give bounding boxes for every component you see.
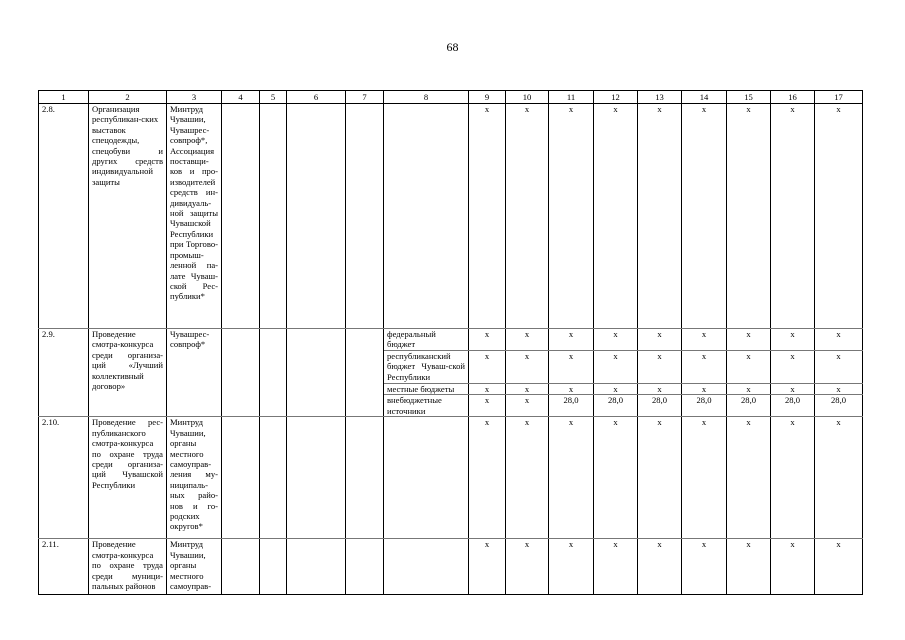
column-header: 17 xyxy=(815,91,863,104)
column-header: 4 xyxy=(222,91,260,104)
value-cell: х xyxy=(815,384,863,395)
value-cell: х xyxy=(638,539,682,595)
value-cell: х xyxy=(469,539,506,595)
row-number: 2.9. xyxy=(39,329,89,417)
value-cell: х xyxy=(594,417,638,539)
value-cell: х xyxy=(506,539,549,595)
empty-cell xyxy=(287,104,346,329)
value-cell: 28,0 xyxy=(549,395,594,417)
value-cell: х xyxy=(682,104,727,329)
column-header: 13 xyxy=(638,91,682,104)
value-cell: х xyxy=(594,104,638,329)
executor: Минтруд Чувашии, Чувашрес-совпроф*, Ассоциация поставщи-ков и про-изводителей средств ин-дивидуаль-ной защиты Чувашской Республики при Торгово-промыш-ленной па-лате Чуваш-ской Рес-публики* xyxy=(167,104,222,329)
funding-source: местные бюджеты xyxy=(384,384,469,395)
empty-cell xyxy=(346,417,384,539)
column-header: 15 xyxy=(727,91,771,104)
value-cell: 28,0 xyxy=(638,395,682,417)
funding-source xyxy=(384,104,469,329)
empty-cell xyxy=(260,539,287,595)
measure-name: Проведение смотра-конкурса по охране труда среди муници-пальных районов xyxy=(89,539,167,595)
empty-cell xyxy=(222,104,260,329)
value-cell: х xyxy=(638,417,682,539)
column-header: 6 xyxy=(287,91,346,104)
empty-cell xyxy=(260,329,287,417)
column-header: 7 xyxy=(346,91,384,104)
value-cell: х xyxy=(771,351,815,384)
table-row xyxy=(39,539,863,595)
funding-source: республиканский бюджет Чуваш-ской Республики xyxy=(384,351,469,384)
empty-cell xyxy=(346,329,384,417)
column-header: 8 xyxy=(384,91,469,104)
value-cell: х xyxy=(469,395,506,417)
empty-cell xyxy=(346,104,384,329)
value-cell: х xyxy=(506,395,549,417)
measure-name: Проведение смотра-конкурса среди организа-ций «Лучший коллективный договор» xyxy=(89,329,167,417)
column-header: 12 xyxy=(594,91,638,104)
value-cell: х xyxy=(506,329,549,351)
value-cell: х xyxy=(549,104,594,329)
funding-source: внебюджетные источники xyxy=(384,395,469,417)
value-cell: х xyxy=(815,329,863,351)
value-cell: х xyxy=(771,539,815,595)
empty-cell xyxy=(346,539,384,595)
column-header: 2 xyxy=(89,91,167,104)
value-cell: х xyxy=(727,351,771,384)
value-cell: 28,0 xyxy=(594,395,638,417)
value-cell: 28,0 xyxy=(815,395,863,417)
table-row xyxy=(39,104,863,329)
value-cell: х xyxy=(594,351,638,384)
value-cell: х xyxy=(469,329,506,351)
program-table xyxy=(38,90,863,595)
value-cell: х xyxy=(771,104,815,329)
value-cell: х xyxy=(815,539,863,595)
column-header: 10 xyxy=(506,91,549,104)
value-cell: х xyxy=(549,329,594,351)
value-cell: х xyxy=(815,417,863,539)
value-cell: х xyxy=(771,384,815,395)
executor: Чувашрес-совпроф* xyxy=(167,329,222,417)
empty-cell xyxy=(222,539,260,595)
value-cell: х xyxy=(469,351,506,384)
value-cell: х xyxy=(727,104,771,329)
empty-cell xyxy=(260,417,287,539)
row-number: 2.10. xyxy=(39,417,89,539)
executor: Минтруд Чувашии, органы местного самоуправ-ления му-ниципаль-ных райо-нов и го-родских округов* xyxy=(167,417,222,539)
value-cell: х xyxy=(549,384,594,395)
column-header: 11 xyxy=(549,91,594,104)
value-cell: х xyxy=(727,329,771,351)
column-header: 9 xyxy=(469,91,506,104)
value-cell: х xyxy=(469,417,506,539)
value-cell: х xyxy=(469,384,506,395)
funding-source xyxy=(384,417,469,539)
empty-cell xyxy=(287,417,346,539)
value-cell: х xyxy=(506,417,549,539)
value-cell: х xyxy=(638,384,682,395)
value-cell: 28,0 xyxy=(682,395,727,417)
column-header: 16 xyxy=(771,91,815,104)
empty-cell xyxy=(222,417,260,539)
value-cell: х xyxy=(638,104,682,329)
value-cell: х xyxy=(682,351,727,384)
value-cell: х xyxy=(594,384,638,395)
measure-name: Организация республикан-ских выставок спецодежды, спецобуви и других средств индивидуальной защиты xyxy=(89,104,167,329)
value-cell: х xyxy=(815,104,863,329)
value-cell: х xyxy=(469,104,506,329)
value-cell: х xyxy=(771,329,815,351)
value-cell: х xyxy=(549,539,594,595)
empty-cell xyxy=(260,104,287,329)
executor: Минтруд Чувашии, органы местного самоуправ- xyxy=(167,539,222,595)
value-cell: х xyxy=(549,351,594,384)
table-row xyxy=(39,417,863,539)
value-cell: х xyxy=(506,351,549,384)
funding-source xyxy=(384,539,469,595)
value-cell: х xyxy=(727,384,771,395)
column-header: 3 xyxy=(167,91,222,104)
empty-cell xyxy=(222,329,260,417)
value-cell: 28,0 xyxy=(727,395,771,417)
value-cell: х xyxy=(594,329,638,351)
empty-cell xyxy=(287,329,346,417)
column-header: 14 xyxy=(682,91,727,104)
column-number-row xyxy=(39,91,863,104)
value-cell: х xyxy=(682,384,727,395)
row-number: 2.11. xyxy=(39,539,89,595)
value-cell: х xyxy=(682,417,727,539)
value-cell: х xyxy=(594,539,638,595)
page-number: 68 xyxy=(446,40,459,54)
value-cell: х xyxy=(506,384,549,395)
value-cell: х xyxy=(727,539,771,595)
empty-cell xyxy=(287,539,346,595)
value-cell: х xyxy=(638,351,682,384)
row-number: 2.8. xyxy=(39,104,89,329)
value-cell: х xyxy=(682,329,727,351)
value-cell: х xyxy=(727,417,771,539)
table-row xyxy=(39,329,863,351)
value-cell: х xyxy=(682,539,727,595)
value-cell: 28,0 xyxy=(771,395,815,417)
value-cell: х xyxy=(771,417,815,539)
column-header: 5 xyxy=(260,91,287,104)
value-cell: х xyxy=(506,104,549,329)
value-cell: х xyxy=(815,351,863,384)
funding-source: федеральный бюджет xyxy=(384,329,469,351)
measure-name: Проведение рес-публиканского смотра-конкурса по охране труда среди организа-ций Чувашской Республики xyxy=(89,417,167,539)
value-cell: х xyxy=(549,417,594,539)
column-header: 1 xyxy=(39,91,89,104)
table-body xyxy=(39,91,863,595)
value-cell: х xyxy=(638,329,682,351)
